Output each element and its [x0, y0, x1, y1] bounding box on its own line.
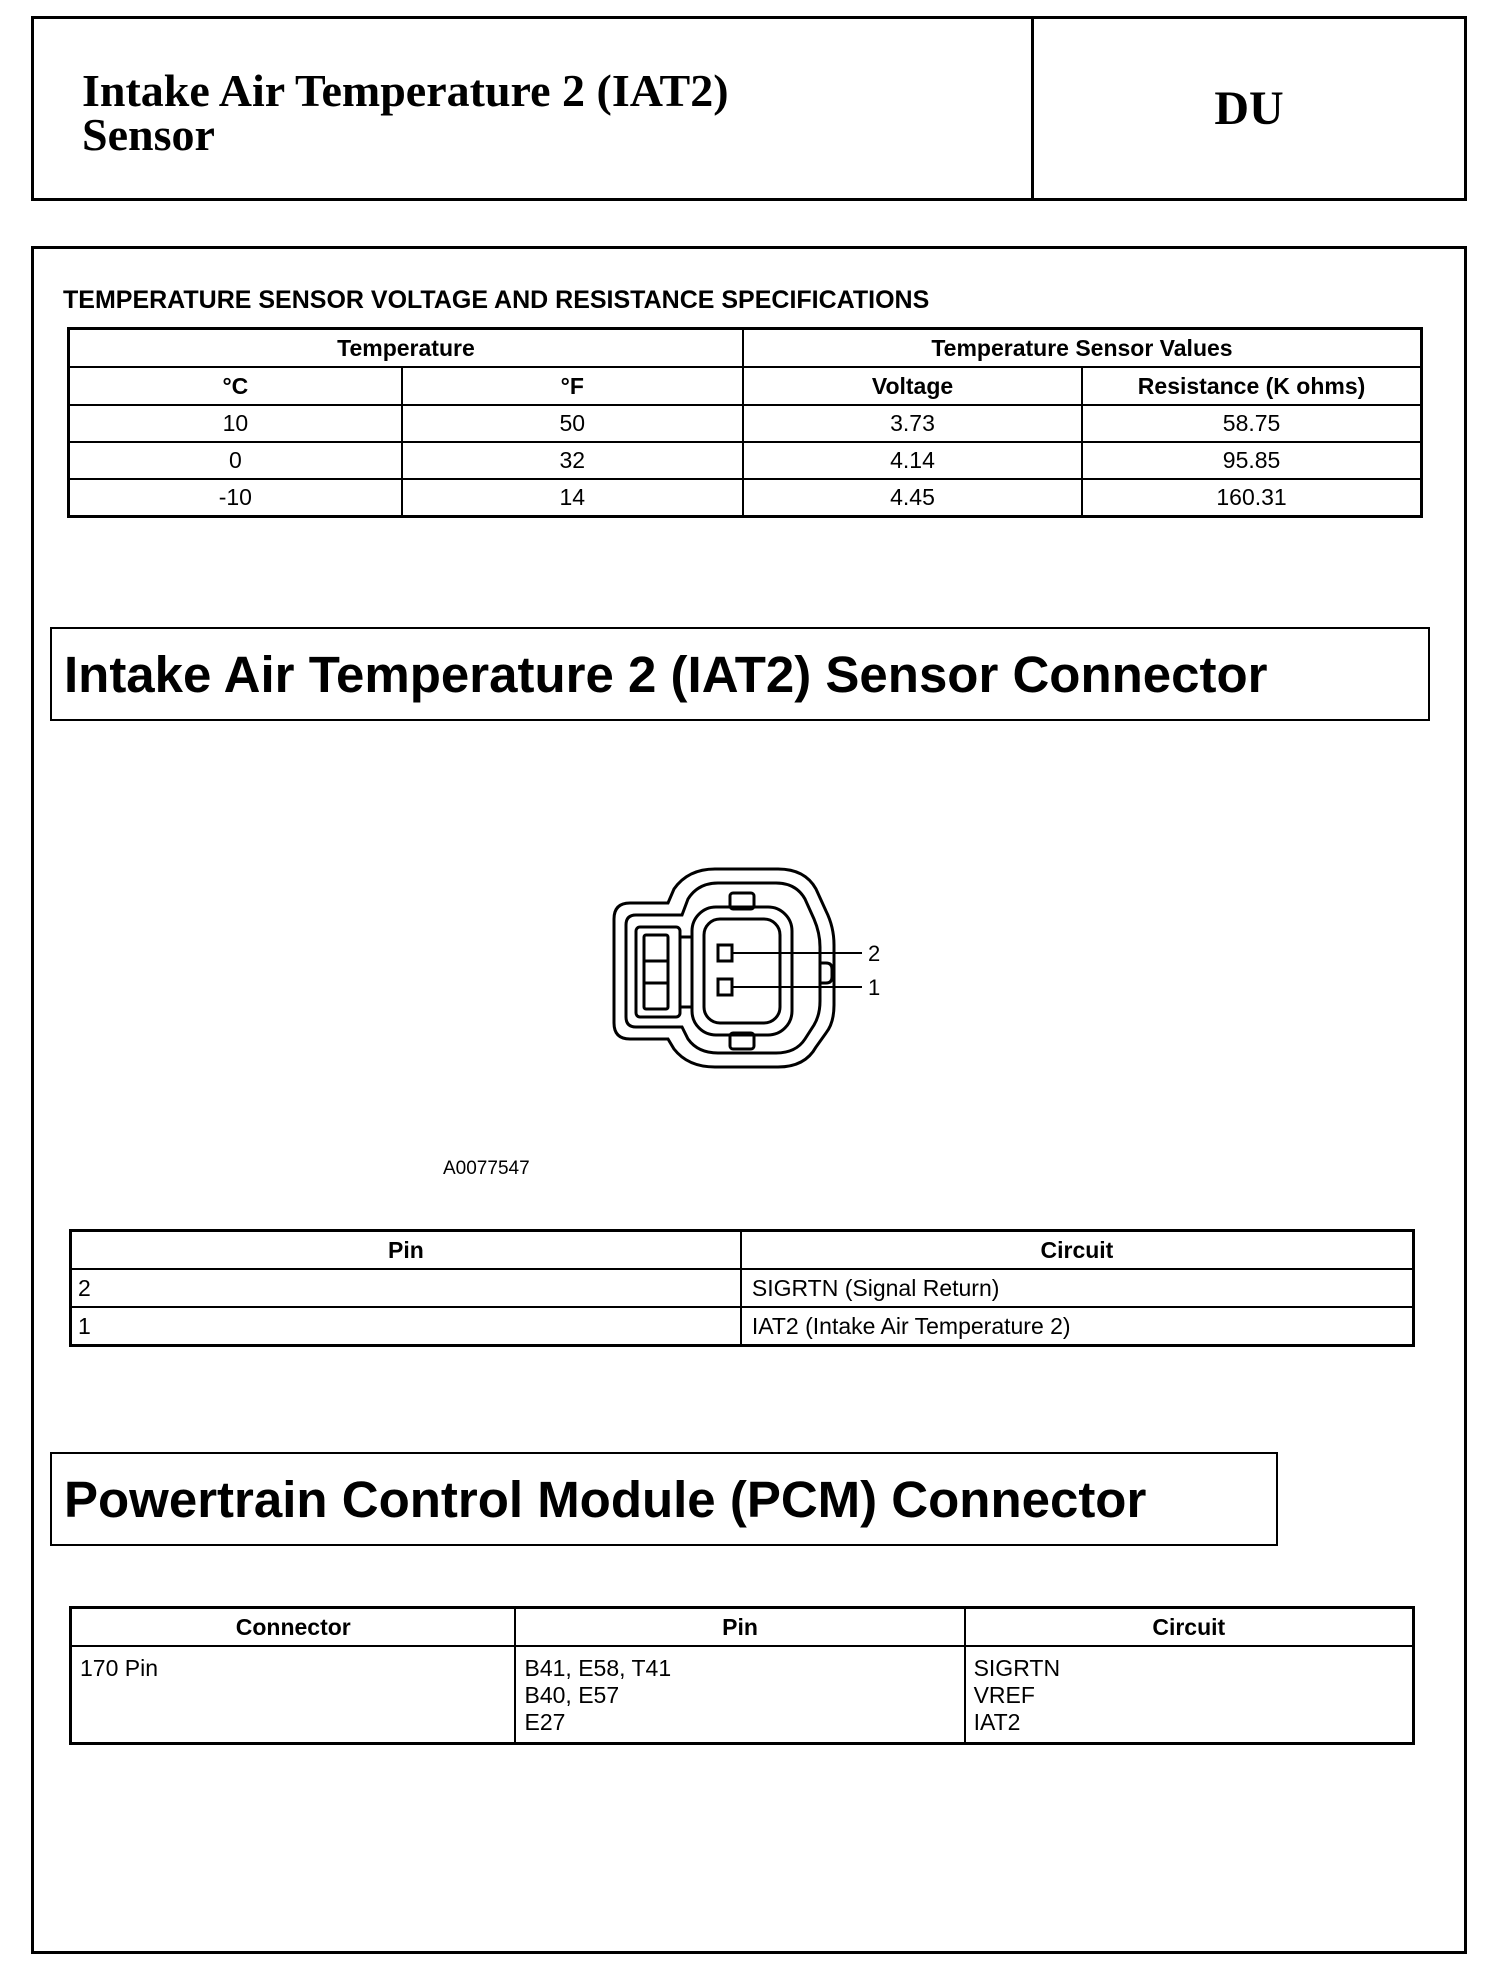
pin-cavity-inner — [704, 919, 780, 1023]
circuit-value: VREF — [973, 1682, 1035, 1708]
table-row — [69, 479, 1422, 517]
connector-outer-shell — [614, 869, 834, 1067]
section-code: DU — [1214, 82, 1284, 135]
pcm-connector-heading: Powertrain Control Module (PCM) Connector — [50, 1452, 1278, 1546]
table-row — [71, 1269, 1414, 1307]
latch-tab — [644, 935, 668, 1009]
connector-value: 170 Pin — [80, 1655, 159, 1681]
pin-2-callout: 2 — [868, 941, 881, 966]
spec-cell: 50 — [402, 405, 743, 442]
circuit-value: SIGRTN — [973, 1655, 1061, 1681]
pin-1-terminal — [718, 979, 732, 995]
pin-table-header-row — [71, 1231, 1414, 1270]
spec-cell: 3.73 — [743, 405, 1082, 442]
pin-cell: 2 — [71, 1269, 741, 1307]
spec-cell: 95.85 — [1082, 442, 1421, 479]
page-title-line-2: Sensor — [82, 109, 215, 160]
connector-col-header: Connector — [71, 1608, 516, 1647]
spec-col-celsius: °C — [69, 367, 402, 405]
spec-group-header-temperature: Temperature — [69, 329, 743, 368]
page-header — [31, 16, 1467, 201]
circuit-cell: SIGRTN (Signal Return) — [741, 1269, 1414, 1307]
circuit-col-header: Circuit — [965, 1608, 1414, 1647]
iat2-pin-table — [69, 1229, 1415, 1347]
spec-cell: 4.14 — [743, 442, 1082, 479]
pcm-pin-table — [69, 1606, 1415, 1745]
pin-col-header: Pin — [71, 1231, 741, 1270]
pin-col-header: Pin — [515, 1608, 964, 1647]
circuit-col-header: Circuit — [741, 1231, 1414, 1270]
spec-cell: 10 — [69, 405, 402, 442]
spec-cell: 58.75 — [1082, 405, 1421, 442]
pin-cell: 1 — [71, 1307, 741, 1346]
page-title-line-1: Intake Air Temperature 2 (IAT2) — [82, 65, 729, 116]
spec-cell: 14 — [402, 479, 743, 517]
connector-cell — [71, 1646, 516, 1744]
spec-cell: -10 — [69, 479, 402, 517]
pin-value: E27 — [524, 1709, 566, 1735]
figure-id: A0077547 — [443, 1158, 530, 1179]
pin-1-callout: 1 — [868, 975, 881, 1000]
spec-cell: 32 — [402, 442, 743, 479]
spec-col-voltage: Voltage — [743, 367, 1082, 405]
table-row — [71, 1307, 1414, 1346]
pin-2-terminal — [718, 945, 732, 961]
spec-cell: 160.31 — [1082, 479, 1421, 517]
pin-cell — [515, 1646, 964, 1744]
spec-cell: 4.45 — [743, 479, 1082, 517]
spec-table-title: TEMPERATURE SENSOR VOLTAGE AND RESISTANCE SPECIFICATIONS — [63, 286, 930, 314]
circuit-value: IAT2 — [973, 1709, 1021, 1735]
table-row — [69, 405, 1422, 442]
circuit-cell — [965, 1646, 1414, 1744]
pin-value: B40, E57 — [524, 1682, 620, 1708]
spec-table — [67, 327, 1423, 518]
spec-col-fahrenheit: °F — [402, 367, 743, 405]
spec-column-header-row — [69, 367, 1422, 405]
spec-group-header-row — [69, 329, 1422, 368]
table-row — [71, 1646, 1414, 1744]
iat2-connector-heading: Intake Air Temperature 2 (IAT2) Sensor Connector — [50, 627, 1430, 721]
circuit-cell: IAT2 (Intake Air Temperature 2) — [741, 1307, 1414, 1346]
pcm-table-header-row — [71, 1608, 1414, 1647]
page-title — [34, 19, 1034, 198]
iat2-connector-diagram — [600, 855, 900, 1085]
spec-col-resistance: Resistance (K ohms) — [1082, 367, 1421, 405]
table-row — [69, 442, 1422, 479]
spec-group-header-sensor-values: Temperature Sensor Values — [743, 329, 1422, 368]
spec-cell: 0 — [69, 442, 402, 479]
pin-value: B41, E58, T41 — [524, 1655, 672, 1681]
right-nub — [820, 963, 832, 983]
